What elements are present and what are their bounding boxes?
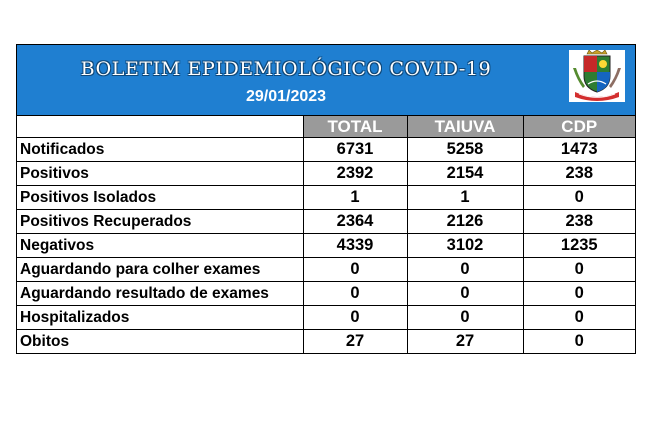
header-blank-cell — [17, 116, 303, 138]
row-label: Notificados — [17, 138, 303, 162]
row-label: Negativos — [17, 234, 303, 258]
cell-cdp: 1473 — [523, 138, 635, 162]
bulletin-board — [16, 44, 636, 354]
column-header-total: TOTAL — [303, 116, 407, 138]
cell-taiuva: 27 — [407, 330, 523, 354]
row-label: Aguardando resultado de exames — [17, 282, 303, 306]
row-label: Positivos Recuperados — [17, 210, 303, 234]
table-header-row — [17, 116, 635, 138]
row-label: Obitos — [20, 332, 70, 350]
table-row — [17, 186, 635, 210]
table-row — [17, 162, 635, 186]
table-row — [17, 138, 635, 162]
cell-cdp: 0 — [523, 258, 635, 282]
cell-total: 1 — [303, 186, 407, 210]
row-label: Positivos — [17, 162, 303, 186]
cell-cdp: 0 — [523, 186, 635, 210]
cell-taiuva: 2126 — [407, 210, 523, 234]
cell-total: 0 — [303, 306, 407, 330]
row-label: Aguardando para colher exames — [17, 258, 303, 282]
cell-taiuva: 0 — [407, 306, 523, 330]
municipal-coat-of-arms-icon — [569, 50, 625, 102]
cell-total: 2364 — [303, 210, 407, 234]
column-header-taiuva: TAIUVA — [407, 116, 523, 138]
table-row — [17, 306, 635, 330]
cell-total: 6731 — [303, 138, 407, 162]
cell-cdp: 0 — [523, 306, 635, 330]
cell-taiuva: 0 — [407, 282, 523, 306]
cell-taiuva: 0 — [407, 258, 523, 282]
cell-taiuva: 1 — [407, 186, 523, 210]
bulletin-banner — [17, 45, 635, 116]
cell-total: 0 — [303, 282, 407, 306]
cell-cdp: 0 — [523, 282, 635, 306]
cell-taiuva: 5258 — [407, 138, 523, 162]
cell-taiuva: 3102 — [407, 234, 523, 258]
table-row — [17, 210, 635, 234]
row-label: Hospitalizados — [17, 306, 303, 330]
cell-total: 4339 — [303, 234, 407, 258]
cell-taiuva: 2154 — [407, 162, 523, 186]
table-row — [17, 282, 635, 306]
row-label: Positivos Isolados — [17, 186, 303, 210]
cell-cdp: 238 — [523, 210, 635, 234]
cell-cdp: 1235 — [523, 234, 635, 258]
column-header-cdp: CDP — [523, 116, 635, 138]
table-row — [17, 258, 635, 282]
covid-stats-table — [17, 116, 635, 353]
bulletin-title: BOLETIM EPIDEMIOLÓGICO COVID-19 — [80, 58, 492, 80]
cell-cdp: 0 — [523, 330, 635, 354]
bulletin-date: 29/01/2023 — [245, 88, 327, 105]
cell-total: 27 — [303, 330, 407, 354]
cell-total: 2392 — [303, 162, 407, 186]
table-row — [17, 234, 635, 258]
cell-cdp: 238 — [523, 162, 635, 186]
cell-total: 0 — [303, 258, 407, 282]
table-row — [17, 330, 635, 354]
